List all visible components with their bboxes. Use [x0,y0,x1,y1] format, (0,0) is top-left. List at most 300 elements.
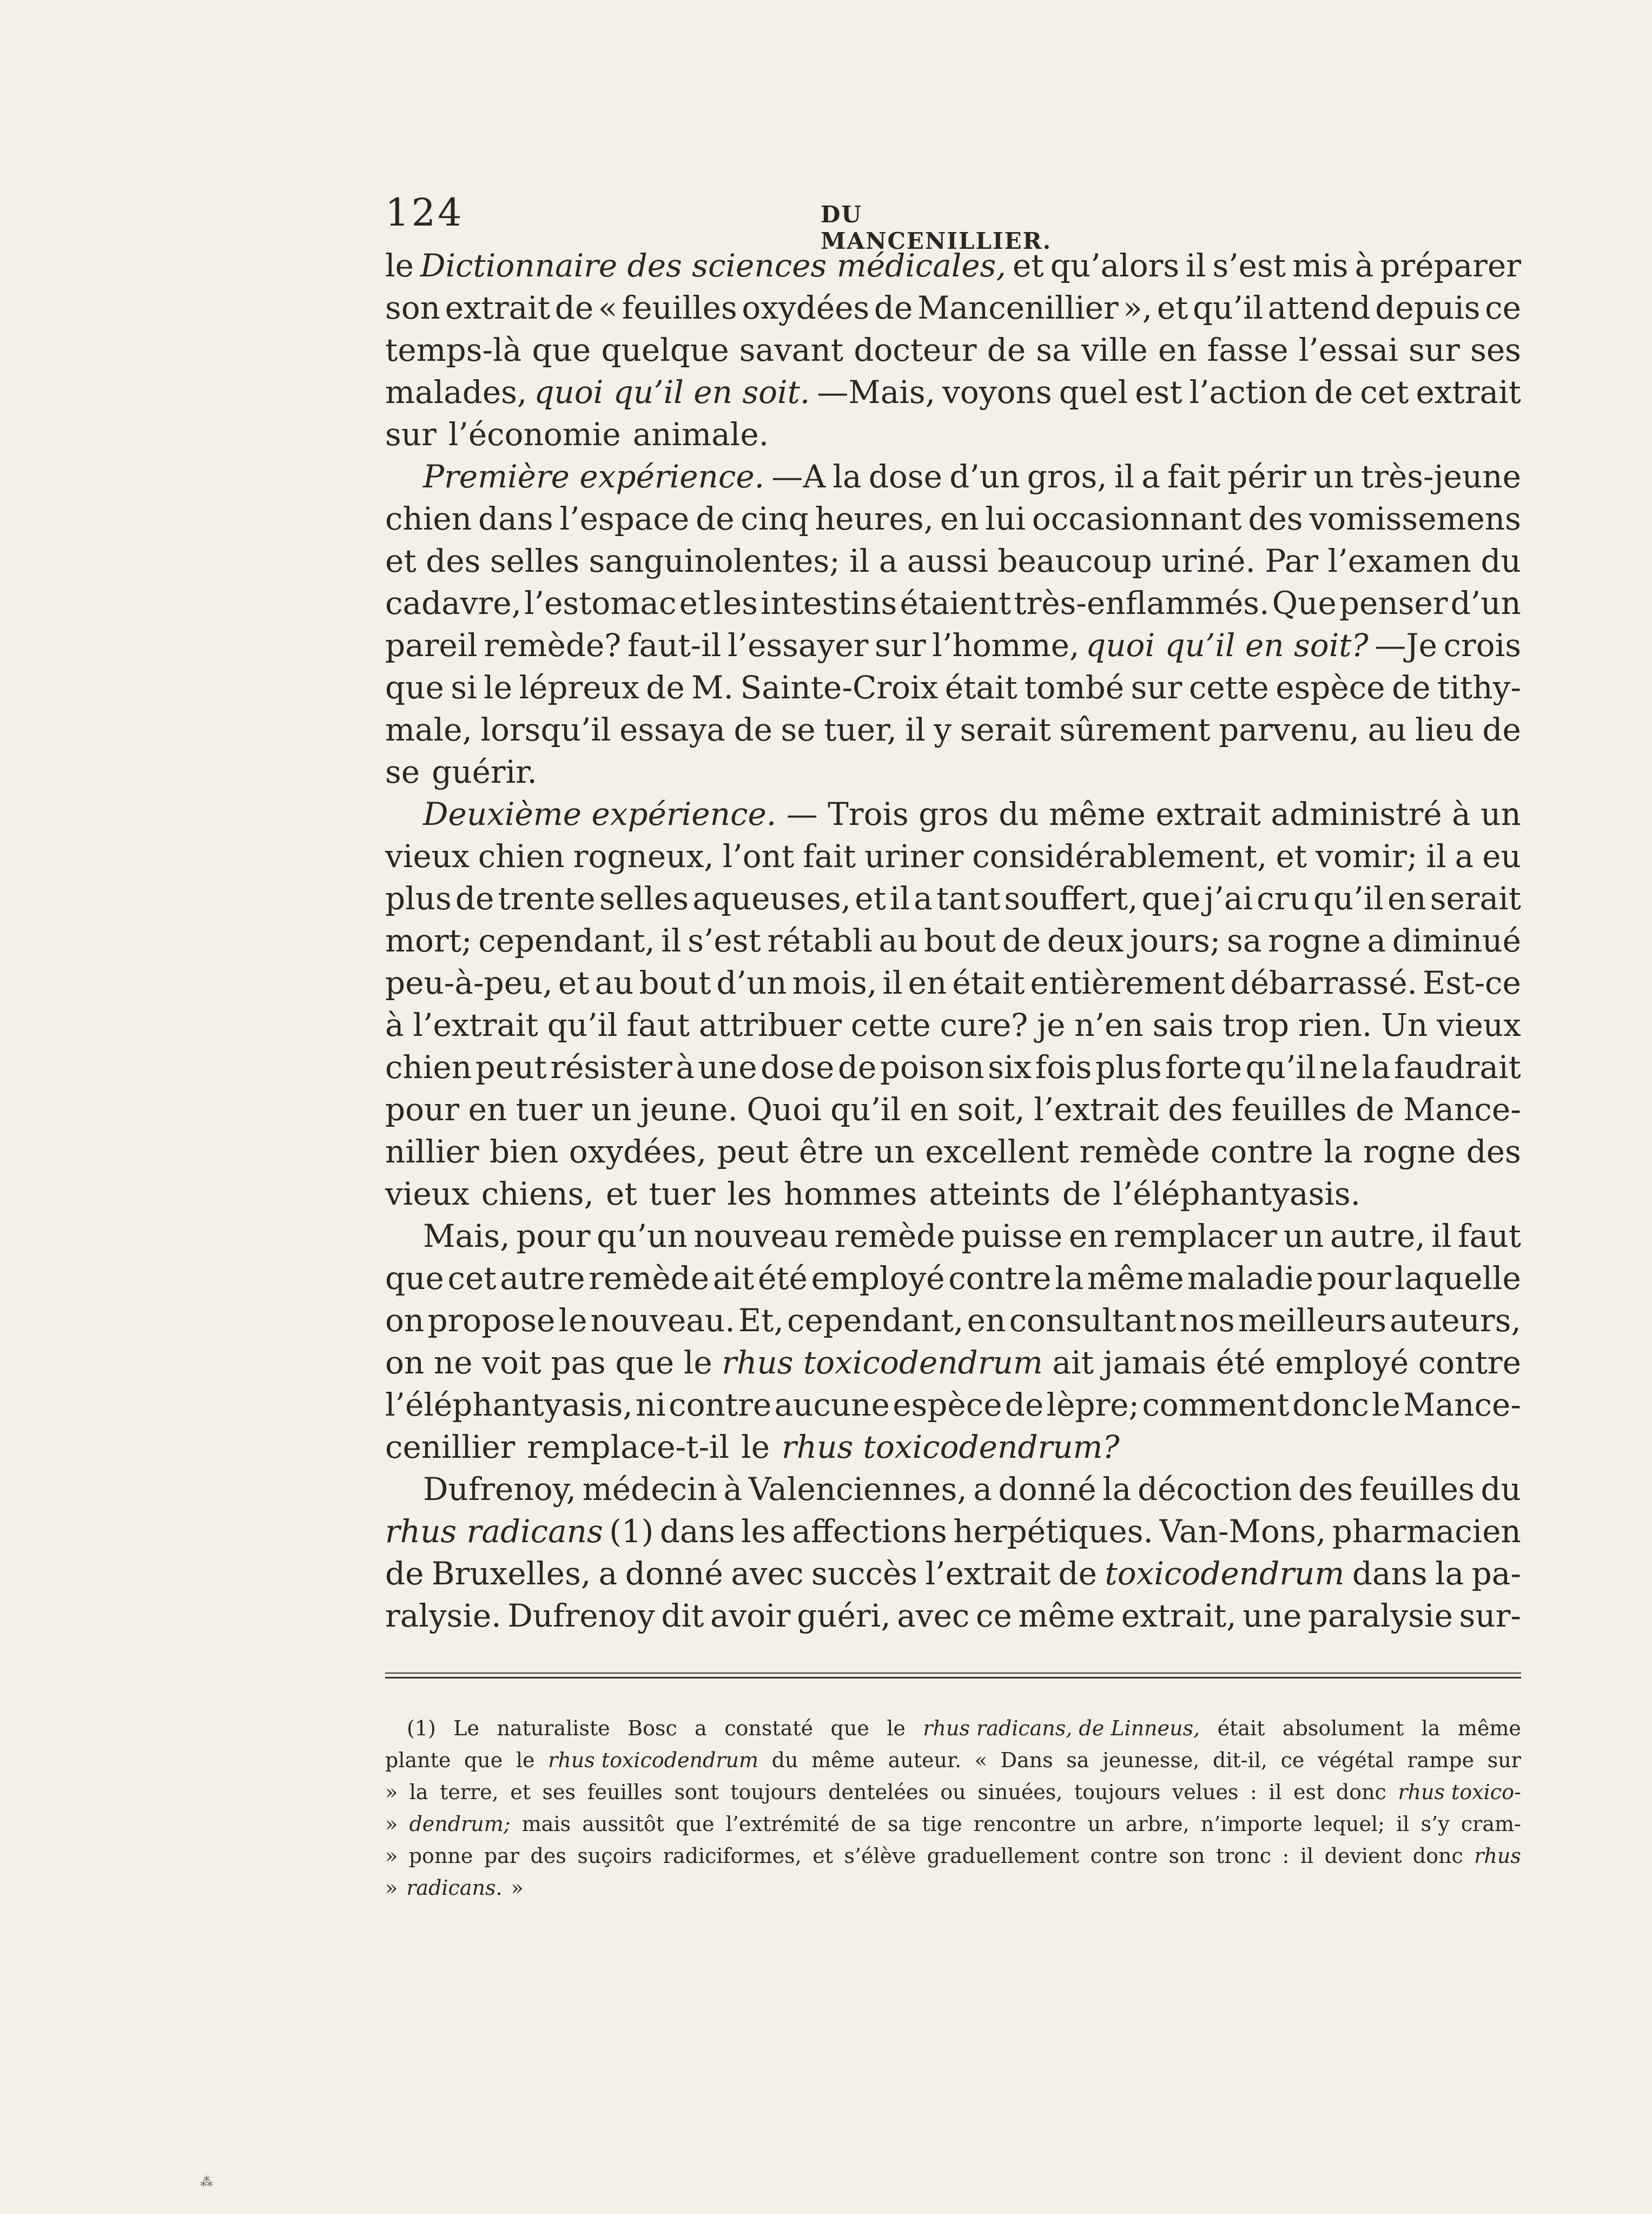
word: faut [1458,1218,1521,1254]
word: Par [1265,543,1319,579]
word: que [385,669,444,706]
word: j’ai [1204,880,1253,917]
word: dans [478,500,553,537]
word: s’est [1212,247,1286,284]
word: au [1367,711,1407,748]
footnote-line [385,1776,1521,1808]
word: son [385,289,441,326]
word: a [973,1471,992,1508]
word: contre [1210,1133,1313,1170]
word: du [1481,543,1521,579]
word: vieux [1437,1007,1521,1043]
word: a [1455,838,1474,875]
word: temps-là [385,332,522,368]
word: il [849,543,870,579]
word: décoction [1137,1471,1292,1508]
word: le [741,1429,770,1465]
main-text [385,244,1521,1637]
word: même [1457,1716,1521,1740]
word: a [598,1555,618,1592]
word: dentelées [828,1780,929,1804]
word: le [516,1748,535,1772]
word: remède [1079,1133,1200,1170]
word: contre [1090,1844,1158,1868]
word: le [385,247,414,284]
word: peu-à-peu, [385,964,553,1001]
word: cru [1257,880,1310,917]
word: absolument [1282,1716,1404,1740]
word: tuer, [824,711,897,748]
word: une [1243,1597,1302,1634]
word: » [385,1812,398,1836]
word: plante [385,1748,451,1772]
word: a [695,1716,707,1740]
word: animale. [632,416,769,453]
word: l’examen [1327,543,1471,579]
text-line [385,877,1521,920]
word: affections [792,1513,947,1550]
word: occasionnant [1032,500,1242,537]
word: de [1058,1555,1097,1592]
text-line [385,835,1521,877]
word: sur [1409,332,1460,368]
word: espèce [1276,669,1385,706]
word: contre [669,1386,772,1423]
word: sa [887,1812,911,1836]
word: ce [1280,1748,1305,1772]
word: plus [385,880,452,917]
word: attend [1267,289,1371,326]
word: ait [1052,1344,1094,1381]
word: que [532,332,591,368]
word: puisse [961,1218,1063,1254]
word: oxydées [742,289,870,326]
word: nouveau. [590,1302,735,1339]
word: faut [626,1007,690,1043]
word: cinq [741,500,809,537]
word: et [606,1175,637,1212]
word: l’extrait [925,1555,1051,1592]
footnote-line [385,1808,1521,1840]
word: l’éléphantyasis, [385,1386,633,1423]
word: ce [976,1597,1012,1634]
word: rhus toxicodendrum [548,1748,759,1772]
word: à [385,1007,404,1043]
word: il [1396,1812,1410,1836]
word: trente [498,880,596,917]
text-line [385,371,1521,413]
text-line [385,1257,1521,1299]
word: paralysie [1307,1597,1453,1634]
word: de [1005,1386,1044,1423]
word: Van-Mons, [1159,1513,1326,1550]
word: Bruxelles, [431,1555,591,1592]
word: a [1141,458,1160,495]
word: il [1186,247,1206,284]
word: l’espace [559,500,690,537]
word: cram- [1461,1812,1521,1836]
word: même [811,1748,875,1772]
word: le [484,669,513,706]
word: quelque [601,332,729,368]
word: sur [1131,669,1182,706]
word: que [464,1748,503,1772]
word: l’essai [1298,332,1398,368]
word: et [510,1780,531,1804]
word: au [594,964,634,1001]
word: de [1392,669,1431,706]
word: vomissemens [1309,500,1521,537]
word: à [1354,247,1374,284]
word: Mance- [1403,1386,1521,1423]
word: nos [1179,1302,1235,1339]
word: jours; [1130,922,1221,959]
word: guérir. [432,754,537,790]
word: de [1482,711,1521,748]
word: intestins [761,585,897,622]
word: laquelle [1395,1260,1521,1297]
word: Quoi [746,1091,822,1128]
word: et [1157,289,1188,326]
footnotes [385,1713,1521,1904]
word: — [786,796,818,832]
word: ni [636,1386,666,1423]
word: rencontre [973,1812,1076,1836]
word: la [1324,1133,1353,1170]
text-line [385,1552,1521,1595]
word: est [1135,374,1182,411]
word: tithy- [1437,669,1521,706]
text-line [385,709,1521,751]
word: en [1158,332,1197,368]
word: tuer [649,1175,716,1212]
word: par [484,1844,520,1868]
word: trop [1223,1007,1290,1043]
word: employé [1275,1344,1409,1381]
word: en [468,1091,507,1128]
word: attribuer [699,1007,842,1043]
text-line [385,962,1521,1004]
word: jeune. [640,1091,738,1128]
word: même [1018,1597,1115,1634]
word: une [698,1049,757,1086]
footnote-line [385,1872,1521,1904]
word: à [1452,796,1471,832]
word: terre, [440,1780,499,1804]
word: il [1431,1218,1452,1254]
text-line [385,455,1521,498]
word: constaté [724,1716,814,1740]
word: peut [475,1049,547,1086]
word: bout [924,922,996,959]
word: de [385,1555,424,1592]
word: vieux [385,1175,470,1212]
word: « [598,289,618,326]
word: l’essayer [728,627,869,664]
word: Est-ce [1423,964,1521,1001]
word: en [1068,1218,1108,1254]
word: cependant, [478,922,655,959]
word: cet [1360,374,1409,411]
word: auteur. [888,1748,962,1772]
word: on [385,1302,425,1339]
word: dit-il, [1213,1748,1267,1772]
word: bien [490,1133,559,1170]
word: peut [717,1133,789,1170]
text-line [385,1131,1521,1173]
text-line [385,1341,1521,1384]
word: qu’il [547,1007,618,1043]
word: la [1421,1716,1440,1740]
word: feuilles [587,1780,663,1804]
word: dans [1352,1555,1428,1592]
word: périr [1227,458,1306,495]
text-line [385,666,1521,709]
word: guéri, [797,1597,891,1634]
word: dose [868,458,942,495]
word: donc [1336,1780,1386,1804]
word: faudrait [1394,1049,1521,1086]
word: en [1387,880,1426,917]
word: et [558,964,590,1001]
word: rogne [1268,922,1361,959]
word: Trois [828,796,909,832]
word: aucune [774,1386,890,1423]
word: Valenciennes, [748,1471,967,1508]
word: été [757,1260,808,1297]
word: en [967,1302,1006,1339]
word: de [1314,374,1353,411]
word: rhus toxicodendrum? [782,1429,1120,1465]
word: » [385,1780,398,1804]
word: il [1300,1844,1314,1868]
word: a [878,543,898,579]
word: sûrement [1059,711,1211,748]
word: à [676,1049,695,1086]
word: de [554,289,594,326]
word: tige [922,1812,962,1836]
word: hommes [784,1175,917,1212]
word: vomir; [1316,838,1418,875]
word: les [727,1175,772,1212]
word: succès [811,1555,918,1592]
word: lèpre; [1046,1386,1140,1423]
word: graduellement [927,1844,1080,1868]
word: : [1282,1844,1290,1868]
word: meilleurs [1238,1302,1386,1339]
word: Dictionnaire des sciences médicales, [420,247,1006,284]
word: aqueuses, [692,880,851,917]
word: il [661,922,682,959]
word: chien [478,838,565,875]
word: débarrassé. [1230,964,1417,1001]
word: extrait [1416,374,1521,411]
footnote-line [385,1840,1521,1872]
text-line [385,1004,1521,1046]
text-line [385,624,1521,666]
word: un [591,1091,632,1128]
word: de [734,711,772,748]
word: radicans. [406,1876,503,1900]
word: quoi qu’il en soit? [1086,627,1369,664]
word: toxicodendrum [1105,1555,1345,1592]
word: sa [1036,332,1071,368]
word: lui [985,500,1026,537]
word: chien [385,500,472,537]
word: résister [550,1049,672,1086]
word: contre [1418,1344,1521,1381]
word: « [974,1748,988,1772]
word: d’un [949,458,1020,495]
word: uriné. [1161,543,1255,579]
word: qu’alors [1050,247,1180,284]
word: employé [811,1260,945,1297]
word: mort; [385,922,472,959]
word: de [837,1049,877,1086]
word: poison [880,1049,984,1086]
word: sa [1066,1748,1089,1772]
word: serait [960,711,1051,748]
word: feuilles [1359,1471,1475,1508]
word: ralysie. [385,1597,501,1634]
word: des [1248,500,1303,537]
word: » [385,1876,398,1900]
word: être [799,1133,864,1170]
word: dans [659,1513,735,1550]
word: cure? [940,1007,1028,1043]
word: pareil [385,627,478,664]
word: aussi [907,543,988,579]
word: Que [1272,585,1337,622]
word: la [1362,1049,1391,1086]
word: consultant [1009,1302,1177,1339]
word: que [830,1716,869,1740]
word: Bosc [627,1716,677,1740]
word: Le [453,1716,479,1740]
word: de [1356,1091,1395,1128]
word: qu’il [830,1091,901,1128]
word: je [1037,1007,1066,1043]
running-title: DU MANCENILLIER. [821,201,1052,254]
word: l’éléphantyasis. [1113,1175,1361,1212]
word: mais [521,1812,571,1836]
word: vieux [385,838,470,875]
word: le [558,1302,587,1339]
word: docteur [854,332,977,368]
word: contre [948,1260,1052,1297]
word: l’extrait [1034,1091,1159,1128]
word: et [1276,838,1307,875]
word: devient [1324,1844,1402,1868]
word: feuilles [1231,1091,1347,1128]
word: tuer [516,1091,583,1128]
word: rhus toxico- [1398,1780,1521,1804]
word: il [1426,838,1446,875]
text-line [385,751,1521,793]
word: eu [1482,838,1521,875]
word: suçoirs [577,1844,652,1868]
word: quel [1059,374,1128,411]
word: quoi qu’il en soit. [534,374,810,411]
word: selles [599,880,689,917]
word: de [850,1812,876,1836]
word: extrait [1155,796,1261,832]
word: aussitôt [582,1812,664,1836]
word: au [878,922,918,959]
word: beaucoup [997,543,1152,579]
word: les [741,1513,786,1550]
word: —A [771,458,826,495]
word: malades, [385,374,527,411]
word: jeunesse, [1102,1748,1200,1772]
word: essaya [619,711,725,748]
word: même [1049,796,1146,832]
word: (1) [609,1513,654,1550]
word: ce [1485,289,1521,326]
word: et [385,543,417,579]
word: Dufrenoy [507,1597,655,1634]
text-line [385,1510,1521,1552]
word: souffert, [1004,880,1138,917]
word: autre, [1330,1218,1425,1254]
word: gros, [1027,458,1107,495]
word: l’extrait [413,1007,538,1043]
word: fait [1167,458,1221,495]
word: soit, [957,1091,1025,1128]
word: n’importe [1200,1812,1303,1836]
word: considérablement, [972,838,1267,875]
word: l’homme, [932,627,1080,664]
word: lequel; [1314,1812,1385,1836]
word: cenillier [385,1429,516,1465]
word: un [1087,1812,1114,1836]
page-header [385,190,1088,254]
word: sais [1152,1007,1214,1043]
text-line [385,413,1521,455]
word: Dans [1000,1748,1053,1772]
word: un [874,1133,915,1170]
word: toujours [1074,1780,1161,1804]
word: d’un [1450,585,1521,622]
word: rhus toxicodendrum [722,1344,1043,1381]
word: du [771,1748,798,1772]
word: atteints [929,1175,1050,1212]
word: sont [674,1780,719,1804]
text-line [385,1595,1521,1637]
word: l’économie [448,416,621,453]
text-line [385,1426,1521,1468]
word: médecin [582,1471,717,1508]
word: —Je [1375,627,1437,664]
text-line [385,1468,1521,1510]
word: Dufrenoy, [423,1471,577,1508]
word: sinuées, [977,1780,1063,1804]
word: oxydées, [569,1133,707,1170]
word: rétabli [767,922,873,959]
word: rogneux, [573,838,714,875]
word: qu’il [1245,1049,1316,1086]
word: savant [739,332,844,368]
word: était [944,669,1017,706]
page-number: 124 [385,190,464,235]
word: administré [1271,796,1442,832]
word: lieu [1415,711,1474,748]
word: remède [834,1218,955,1254]
word: un [1313,458,1354,495]
word: des [1466,1133,1521,1170]
word: avec [731,1555,804,1592]
word: pour [1317,1260,1391,1297]
